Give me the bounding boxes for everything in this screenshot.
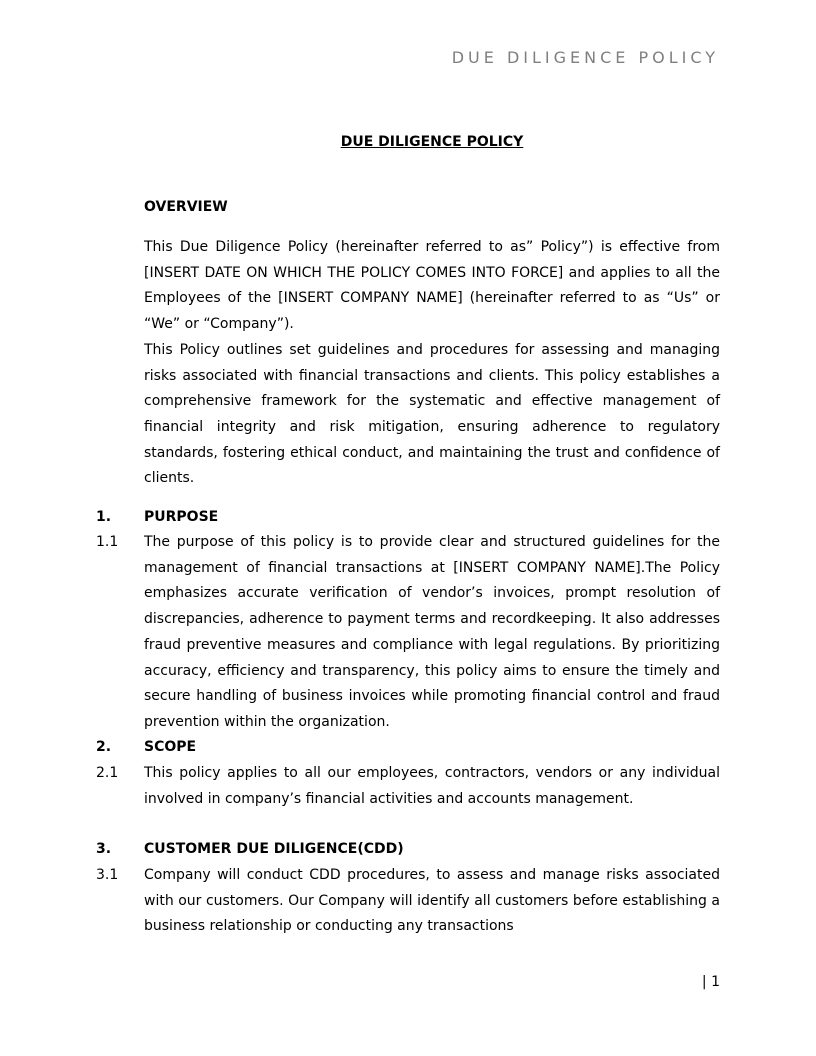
clause-1-1 [96,530,720,736]
section-heading-cdd [96,837,720,863]
overview-body [144,235,720,492]
clause-text: Company will conduct CDD procedures, to assess and manage risks associated with our customers. Our Company will identify all customers before establishing a business relationship or conducting any transactions [144,867,720,935]
section-heading-purpose [96,505,720,531]
document-title: DUE DILIGENCE POLICY [340,134,524,150]
section-number: 3. [96,841,112,857]
clause-number: 1.1 [96,534,119,550]
section-number: 1. [96,509,112,525]
clause-2-1 [96,761,720,812]
clause-3-1 [96,863,720,940]
overview-paragraph: This Policy outlines set guidelines and procedures for assessing and managing risks associated with financial transactions and clients. This policy establishes a comprehensive framework for the systematic and effective management of financial integrity and risk mitigation, ensuring adherence to regulatory standards, fostering ethical conduct, and maintaining the trust and confidence of clients. [144,341,720,487]
section-title: SCOPE [144,739,197,755]
overview-heading: OVERVIEW [144,199,228,215]
clause-number: 2.1 [96,765,119,781]
clause-text: This policy applies to all our employees, contractors, vendors or any individual involved in company’s financial activities and accounts management. [144,765,720,807]
overview-paragraph: This Due Diligence Policy (hereinafter referred to as” Policy”) is effective from [INSERT DATE ON WHICH THE POLICY COMES INTO FORCE] and applies to all the Employees of the [INSERT COMPANY NAME] (hereinafter referred to as “Us” or “We” or “Company”). [144,239,720,333]
page-number: | 1 [701,974,720,990]
clause-number: 3.1 [96,867,119,883]
section-title: PURPOSE [144,509,219,525]
section-title: CUSTOMER DUE DILIGENCE(CDD) [144,841,404,857]
running-header: DUE DILIGENCE POLICY [451,48,719,67]
section-heading-scope [96,735,720,761]
clause-text: The purpose of this policy is to provide clear and structured guidelines for the management of financial transactions at [INSERT COMPANY NAME].The Policy emphasizes accurate verification of vendor’s invoices, prompt resolution of discrepancies, adherence to payment terms and recordkeeping. It also addresses fraud preventive measures and compliance with legal regulations. By prioritizing accuracy, efficiency and transparency, this policy aims to ensure the timely and secure handling of business invoices while promoting financial control and fraud prevention within the organization. [144,534,720,730]
section-number: 2. [96,739,112,755]
